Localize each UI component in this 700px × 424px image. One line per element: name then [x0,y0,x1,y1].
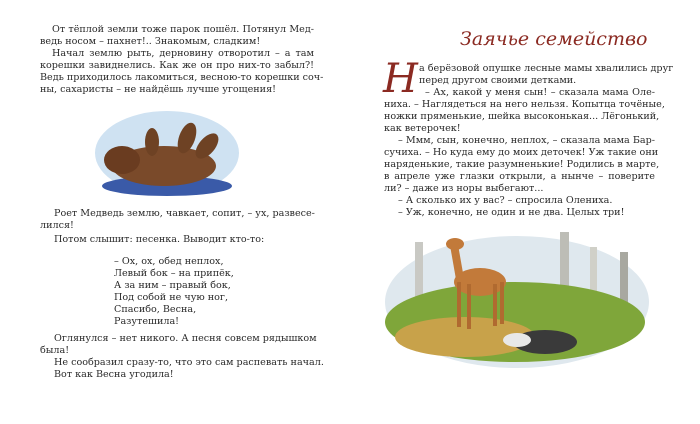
text-line: ли? – даже из норы выбегают... [384,183,544,194]
poem-line: Спасибо, Весна, [114,304,197,315]
text-block-intro [40,24,324,96]
text-line: как ветерочек! [384,123,461,134]
poem [114,256,304,328]
text-block-middle [40,208,314,246]
deer-badger-illustration [385,222,650,370]
poem-line: Под собой не чую ног, [114,292,229,303]
poem-line: – Ох, ох, обед неплох, [114,256,224,267]
text-line: была! [40,345,70,356]
text-line: Ведь приходилось лакомиться, весною-то корешки соч- [40,72,324,83]
text-line: – А сколько их у вас? – спросила Олениха. [398,195,613,206]
text-line: – Ммм, сын, конечно, неплох, – сказала мама Бар- [398,135,655,146]
text-line: – Уж, конечно, не один и не два. Целых три! [398,207,625,218]
text-line: перед другом своими детками. [419,75,577,86]
poem-line: Левый бок – на припёк, [114,268,234,279]
text-line: Начал землю рыть, дерновину отворотил – а там [52,48,314,59]
drop-cap: Н [383,56,418,102]
text-line: Вот как Весна угодила! [54,369,174,380]
text-line: корешки завиднелись. Как же он про них-то забыл?! [40,60,314,71]
text-line: ножки пряменькие, шейка высоконькая... Лёгонький, [384,111,660,122]
text-line: От тёплой земли тоже парок пошёл. Потянул Мед- [52,24,314,35]
text-block-cap [419,63,674,99]
poem-line: Разутешила! [114,316,180,327]
text-block-end [40,333,324,381]
text-line: – Ах, какой у меня сын! – сказала мама Оле- [425,87,655,98]
text-line: ведь носом – пахнет!.. Знакомым, сладким! [40,36,261,47]
text-block-dialogue [384,99,665,219]
text-line: Роет Медведь землю, чавкает, сопит, – ух, развесе- [54,208,315,219]
bear-illustration [92,108,242,198]
text-line: ны, сахаристы – не найдёшь лучше угощения! [40,84,276,95]
poem-line: А за ним – правый бок, [114,280,231,291]
text-line: Не сообразил сразу-то, что это сам распевать начал. [54,357,324,368]
text-line: Оглянулся – нет никого. А песня совсем рядышком [54,333,317,344]
text-line: наряденькие, такие разумненькие! Родились в марте, [384,159,660,170]
text-line: ниха. – Наглядеться на него нельзя. Копытца точёные, [384,99,665,110]
text-line: Потом слышит: песенка. Выводит кто-то: [54,234,265,245]
right-page [350,0,700,424]
chapter-title: Заячье семейство [460,28,648,50]
text-line: а берёзовой опушке лесные мамы хвалились друг [419,63,674,74]
text-line: лился! [40,220,74,231]
text-line: в апреле уже глазки открыли, а нынче – поверите [384,171,655,182]
text-line: сучиха. – Но куда ему до моих деточек! Уж такие они [384,147,659,158]
